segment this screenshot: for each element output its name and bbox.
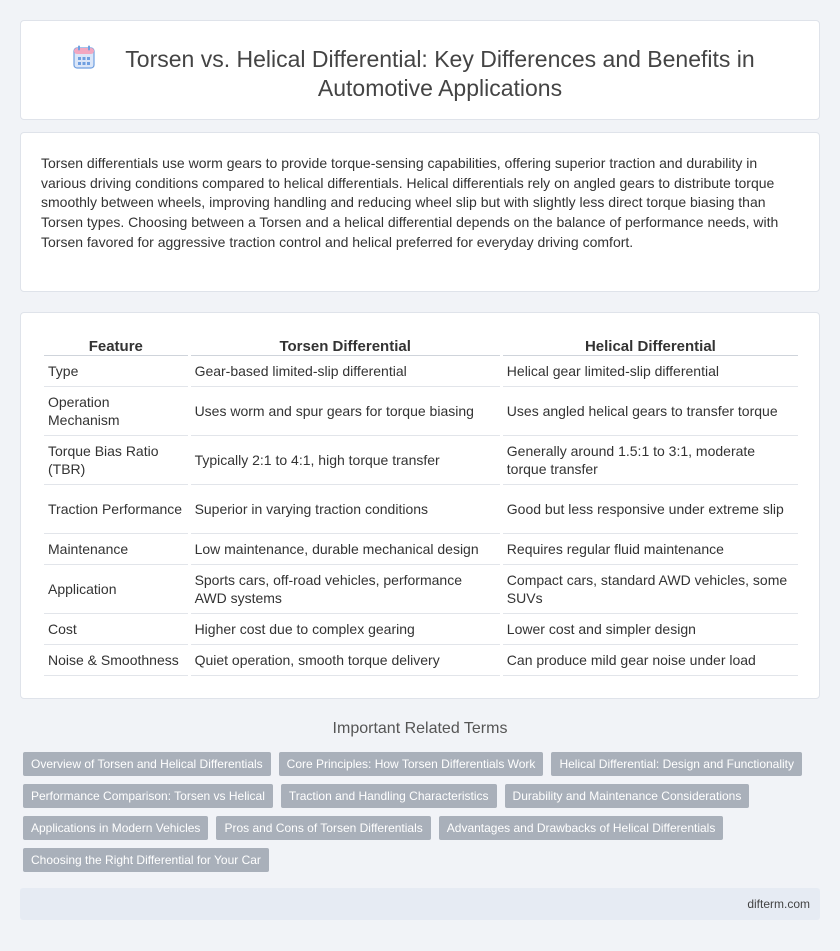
page-title: Torsen vs. Helical Differential: Key Differences and Benefits in Automotive Applications	[125, 46, 755, 101]
table-row	[44, 645, 798, 676]
row-torsen: Uses worm and spur gears for torque biasing	[191, 387, 500, 436]
related-term-link[interactable]: Overview of Torsen and Helical Differentials	[23, 752, 271, 776]
header-helical: Helical Differential	[503, 335, 798, 356]
table-row	[44, 614, 798, 645]
row-torsen: Low maintenance, durable mechanical design	[191, 534, 500, 565]
comparison-table-card	[20, 312, 820, 699]
row-feature: Operation Mechanism	[44, 387, 188, 436]
row-helical: Uses angled helical gears to transfer torque	[503, 387, 798, 436]
table-row	[44, 436, 798, 485]
row-feature: Type	[44, 356, 188, 387]
comparison-table	[41, 335, 801, 676]
title-wrap	[21, 45, 819, 103]
table-row	[44, 356, 798, 387]
row-helical: Can produce mild gear noise under load	[503, 645, 798, 676]
row-torsen: Quiet operation, smooth torque delivery	[191, 645, 500, 676]
related-term-link[interactable]: Core Principles: How Torsen Differentials Work	[279, 752, 544, 776]
header-torsen: Torsen Differential	[191, 335, 500, 356]
row-helical: Requires regular fluid maintenance	[503, 534, 798, 565]
row-helical: Good but less responsive under extreme slip	[503, 485, 798, 534]
related-term-link[interactable]: Pros and Cons of Torsen Differentials	[216, 816, 430, 840]
row-torsen: Typically 2:1 to 4:1, high torque transfer	[191, 436, 500, 485]
related-term-link[interactable]: Helical Differential: Design and Functionality	[551, 752, 802, 776]
row-helical: Generally around 1.5:1 to 3:1, moderate torque transfer	[503, 436, 798, 485]
intro-paragraph: Torsen differentials use worm gears to provide torque-sensing capabilities, offering superior traction and durability in various driving conditions compared to helical differentials. Helical differentials rely on angled gears to distribute torque smoothly between wheels, improving handling and reducing wheel slip but with slightly less direct torque biasing than Torsen types. Choosing between a Torsen and a helical differential depends on the balance of performance needs, with Torsen favored for aggressive traction control and helical preferred for everyday driving comfort.	[41, 155, 779, 250]
table-row	[44, 565, 798, 614]
table-row	[44, 534, 798, 565]
row-feature: Noise & Smoothness	[44, 645, 188, 676]
related-term-link[interactable]: Durability and Maintenance Considerations	[505, 784, 750, 808]
related-term-link[interactable]: Choosing the Right Differential for Your Car	[23, 848, 269, 872]
row-helical: Lower cost and simpler design	[503, 614, 798, 645]
row-feature: Application	[44, 565, 188, 614]
row-feature: Cost	[44, 614, 188, 645]
related-term-link[interactable]: Traction and Handling Characteristics	[281, 784, 497, 808]
header-feature: Feature	[44, 335, 188, 356]
row-feature: Maintenance	[44, 534, 188, 565]
title-card	[20, 20, 820, 120]
row-torsen: Superior in varying traction conditions	[191, 485, 500, 534]
intro-card	[20, 132, 820, 292]
related-term-link[interactable]: Advantages and Drawbacks of Helical Differentials	[439, 816, 724, 840]
table-row	[44, 387, 798, 436]
table-row	[44, 485, 798, 534]
row-feature: Torque Bias Ratio (TBR)	[44, 436, 188, 485]
row-helical: Helical gear limited-slip differential	[503, 356, 798, 387]
row-torsen: Sports cars, off-road vehicles, performance AWD systems	[191, 565, 500, 614]
row-helical: Compact cars, standard AWD vehicles, some SUVs	[503, 565, 798, 614]
footer	[20, 888, 820, 920]
site-link[interactable]: difterm.com	[747, 897, 810, 911]
row-feature: Traction Performance	[44, 485, 188, 534]
table-header-row	[44, 335, 798, 356]
row-torsen: Higher cost due to complex gearing	[191, 614, 500, 645]
related-term-link[interactable]: Performance Comparison: Torsen vs Helical	[23, 784, 273, 808]
related-term-link[interactable]: Applications in Modern Vehicles	[23, 816, 208, 840]
related-terms-list	[23, 752, 813, 872]
related-terms-heading: Important Related Terms	[332, 720, 508, 737]
calendar-icon	[73, 45, 95, 69]
row-torsen: Gear-based limited-slip differential	[191, 356, 500, 387]
